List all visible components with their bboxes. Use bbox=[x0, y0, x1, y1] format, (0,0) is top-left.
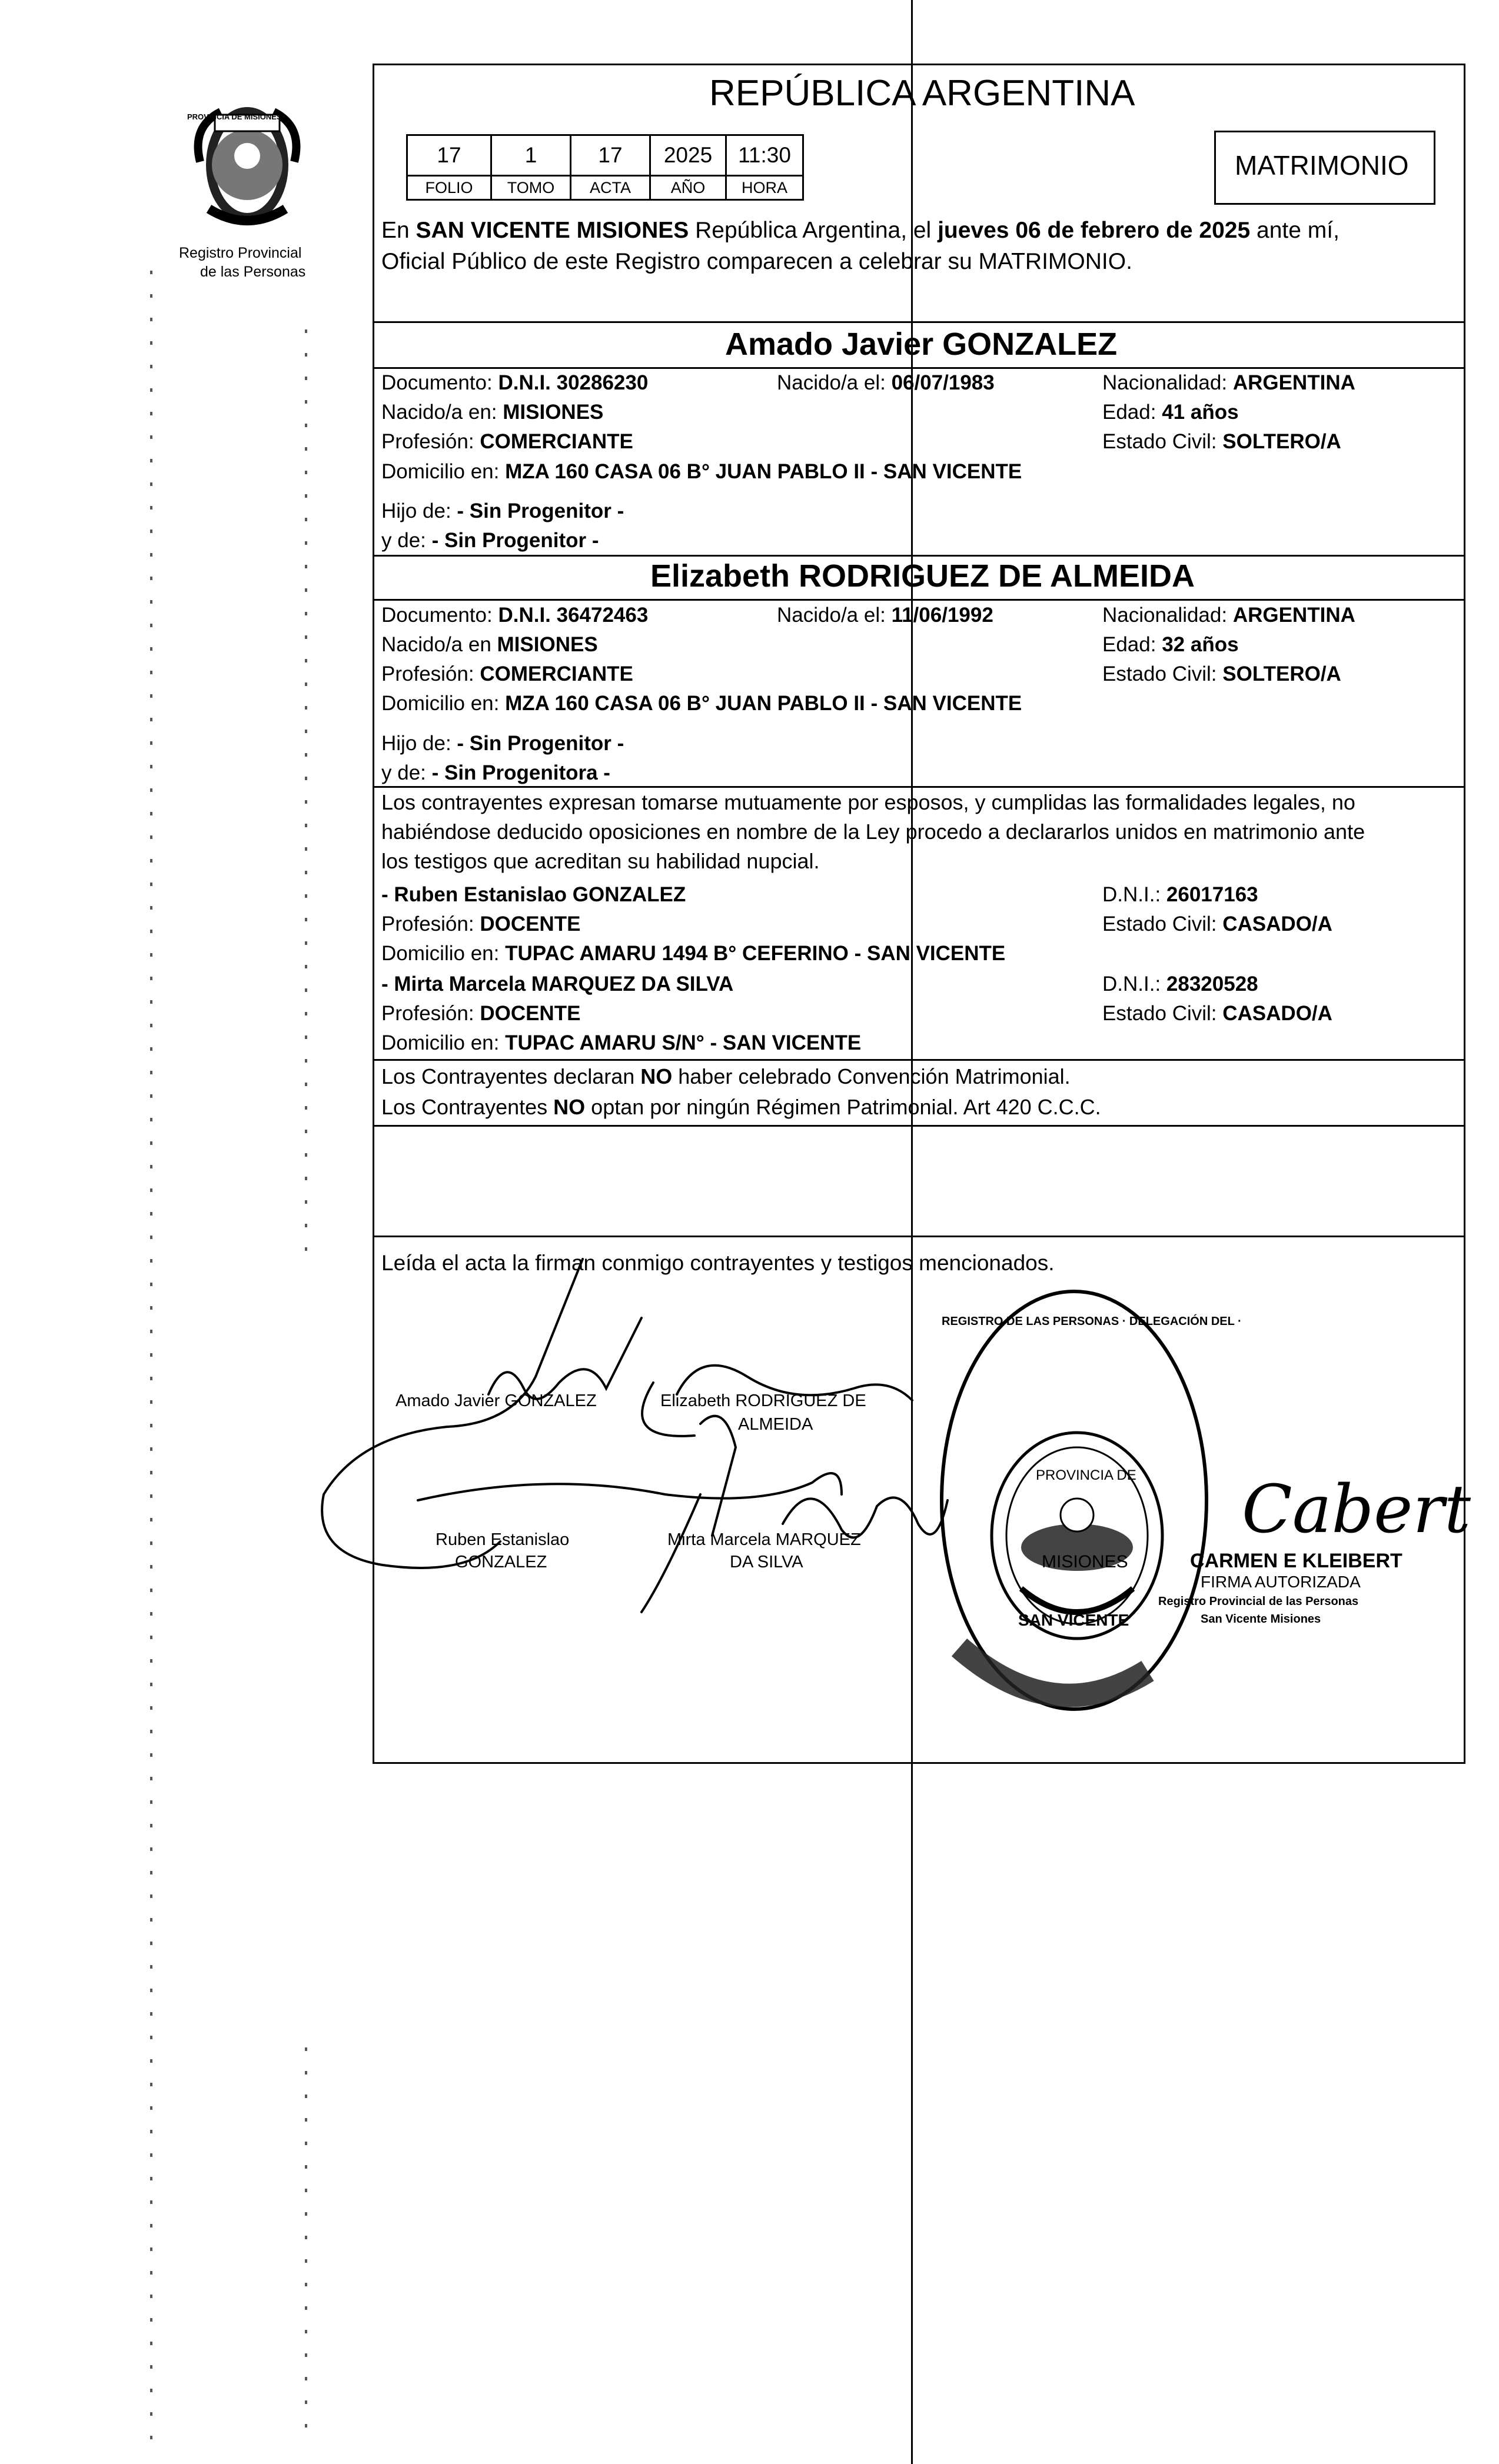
scan-edge-marks bbox=[150, 271, 152, 2442]
seal-ring-text: PROVINCIA DE MISIONES bbox=[187, 112, 282, 121]
registry-label-line2: de las Personas bbox=[200, 264, 306, 280]
groom-signature-label: Amado Javier GONZALEZ bbox=[395, 1391, 597, 1410]
groom-document: Documento: D.N.I. 30286230 bbox=[381, 371, 649, 394]
bride-document: Documento: D.N.I. 36472463 bbox=[381, 604, 649, 627]
registry-label-line1: Registro Provincial bbox=[179, 245, 302, 261]
intro-line2: Oficial Público de este Registro comparecen a celebrar su MATRIMONIO. bbox=[381, 249, 1132, 274]
acta-value: 17 bbox=[571, 135, 650, 176]
stamp-inner-top: PROVINCIA DE bbox=[1036, 1467, 1136, 1483]
bride-nationality: Nacionalidad: ARGENTINA bbox=[1102, 604, 1355, 627]
official-role: FIRMA AUTORIZADA bbox=[1201, 1573, 1361, 1591]
groom-nationality: Nacionalidad: ARGENTINA bbox=[1102, 371, 1355, 394]
note-convention: Los Contrayentes declaran NO haber celebrado Convención Matrimonial. bbox=[381, 1064, 1071, 1088]
rule bbox=[373, 367, 1464, 369]
witness2-name: - Mirta Marcela MARQUEZ DA SILVA bbox=[381, 973, 734, 995]
bride-signature-label1: Elizabeth RODRIGUEZ DE bbox=[660, 1391, 866, 1410]
bride-profession: Profesión: COMERCIANTE bbox=[381, 662, 633, 685]
rule bbox=[373, 786, 1464, 788]
witness2-civil-status: Estado Civil: CASADO/A bbox=[1102, 1002, 1332, 1025]
official-name: CARMEN E KLEIBERT bbox=[1190, 1550, 1402, 1572]
witness1-dni: D.N.I.: 26017163 bbox=[1102, 883, 1258, 906]
official-office2: San Vicente Misiones bbox=[1201, 1613, 1321, 1626]
declaration-line2: habiéndose deducido oposiciones en nombre de la Ley procedo a declararlos unidos en matrimonio ante bbox=[381, 820, 1365, 844]
witness2-signature-label1: Mirta Marcela MARQUEZ bbox=[667, 1530, 861, 1549]
scan-edge-marks bbox=[305, 2047, 307, 2430]
declaration-line3: los testigos que acreditan su habilidad nupcial. bbox=[381, 849, 820, 873]
rule bbox=[373, 321, 1464, 323]
bride-birthplace: Nacido/a en MISIONES bbox=[381, 633, 598, 656]
bride-address: Domicilio en: MZA 160 CASA 06 B° JUAN PABLO II - SAN VICENTE bbox=[381, 692, 1022, 715]
witness1-name: - Ruben Estanislao GONZALEZ bbox=[381, 883, 686, 906]
official-office1: Registro Provincial de las Personas bbox=[1158, 1595, 1359, 1608]
bride-parent1: Hijo de: - Sin Progenitor - bbox=[381, 732, 624, 755]
hora-value: 11:30 bbox=[726, 135, 803, 176]
tomo-label: TOMO bbox=[491, 176, 571, 200]
declaration-line1: Los contrayentes expresan tomarse mutuamente por esposos, y cumplidas las formalidades legales, no bbox=[381, 790, 1355, 814]
bride-birthdate: Nacido/a el: 11/06/1992 bbox=[777, 604, 993, 627]
bride-name: Elizabeth RODRIGUEZ DE ALMEIDA bbox=[650, 558, 1195, 594]
intro-line1: En SAN VICENTE MISIONES República Argentina, el jueves 06 de febrero de 2025 ante mí, bbox=[381, 218, 1340, 243]
closing-text: Leída el acta la firman conmigo contrayentes y testigos mencionados. bbox=[381, 1251, 1055, 1275]
witness2-dni: D.N.I.: 28320528 bbox=[1102, 973, 1258, 995]
folio-label: FOLIO bbox=[407, 176, 491, 200]
groom-profession: Profesión: COMERCIANTE bbox=[381, 430, 633, 453]
witness2-address: Domicilio en: TUPAC AMARU S/N° - SAN VICENTE bbox=[381, 1031, 862, 1054]
witness1-address: Domicilio en: TUPAC AMARU 1494 B° CEFERINO - SAN VICENTE bbox=[381, 942, 1006, 965]
handwritten-signatures bbox=[312, 1247, 1018, 1659]
witness1-signature-label1: Ruben Estanislao bbox=[436, 1530, 570, 1549]
rule bbox=[373, 555, 1464, 557]
rule bbox=[373, 1059, 1464, 1061]
scan-edge-marks bbox=[305, 329, 307, 1271]
folio-value: 17 bbox=[407, 135, 491, 176]
hora-label: HORA bbox=[726, 176, 803, 200]
bride-parent2: y de: - Sin Progenitora - bbox=[381, 761, 610, 784]
groom-parent1: Hijo de: - Sin Progenitor - bbox=[381, 500, 624, 522]
groom-birthplace: Nacido/a en: MISIONES bbox=[381, 401, 604, 424]
anio-value: 2025 bbox=[650, 135, 726, 176]
bride-signature-label2: ALMEIDA bbox=[738, 1415, 813, 1434]
groom-age: Edad: 41 años bbox=[1102, 401, 1239, 424]
groom-address: Domicilio en: MZA 160 CASA 06 B° JUAN PABLO II - SAN VICENTE bbox=[381, 460, 1022, 483]
stamp-outer-text: REGISTRO DE LAS PERSONAS · DELEGACIÓN DEL · bbox=[942, 1315, 1242, 1328]
registry-table bbox=[406, 134, 804, 201]
groom-birthdate: Nacido/a el: 06/07/1983 bbox=[777, 371, 995, 394]
rule bbox=[373, 1125, 1464, 1127]
bride-age: Edad: 32 años bbox=[1102, 633, 1239, 656]
witness1-civil-status: Estado Civil: CASADO/A bbox=[1102, 913, 1332, 935]
witness1-profession: Profesión: DOCENTE bbox=[381, 913, 581, 935]
witness2-profession: Profesión: DOCENTE bbox=[381, 1002, 581, 1025]
stamp-place: SAN VICENTE bbox=[1018, 1611, 1129, 1629]
anio-label: AÑO bbox=[650, 176, 726, 200]
official-stamp bbox=[936, 1283, 1212, 1718]
groom-parent2: y de: - Sin Progenitor - bbox=[381, 529, 599, 552]
groom-name: Amado Javier GONZALEZ bbox=[725, 327, 1118, 362]
record-type: MATRIMONIO bbox=[1235, 150, 1409, 181]
stamp-inner-bottom: MISIONES bbox=[1042, 1552, 1128, 1571]
acta-label: ACTA bbox=[571, 176, 650, 200]
groom-civil-status: Estado Civil: SOLTERO/A bbox=[1102, 430, 1341, 453]
witness2-signature-label2: DA SILVA bbox=[730, 1553, 803, 1571]
witness1-signature-label2: GONZALEZ bbox=[455, 1553, 547, 1571]
rule bbox=[373, 1236, 1464, 1237]
note-regime: Los Contrayentes NO optan por ningún Régimen Patrimonial. Art 420 C.C.C. bbox=[381, 1095, 1101, 1119]
bride-civil-status: Estado Civil: SOLTERO/A bbox=[1102, 662, 1341, 685]
tomo-value: 1 bbox=[491, 135, 571, 176]
rule bbox=[373, 599, 1464, 601]
official-signature: Cabert bbox=[1242, 1471, 1471, 1548]
country-title: REPÚBLICA ARGENTINA bbox=[709, 73, 1135, 114]
